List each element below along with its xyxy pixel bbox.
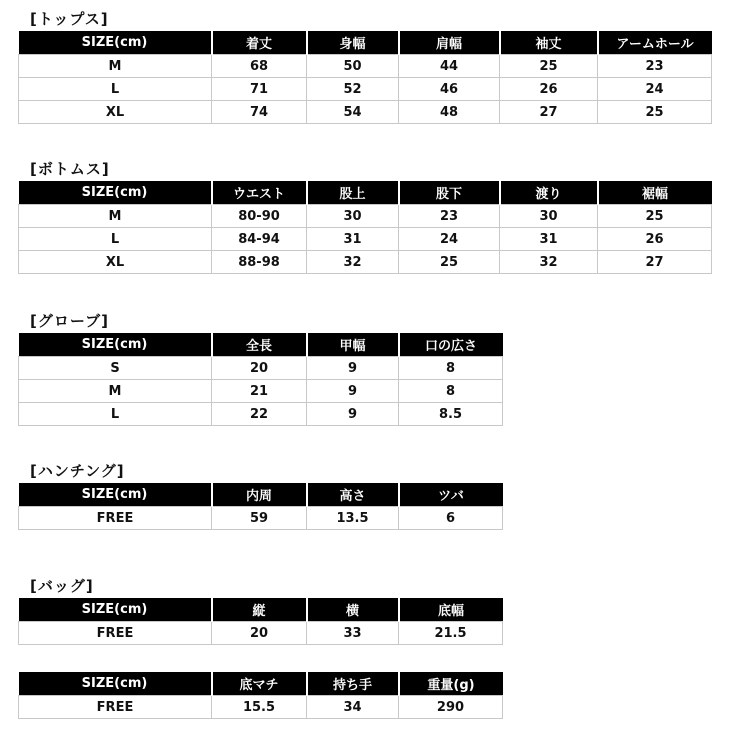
table-cell: 8.5 — [399, 403, 503, 426]
table-cell: 26 — [500, 78, 598, 101]
table-header-row — [19, 483, 503, 507]
table-cell: 30 — [307, 205, 399, 228]
column-header: SIZE(cm) — [19, 598, 212, 622]
table-cell: 24 — [399, 228, 500, 251]
table-cell: 6 — [399, 507, 503, 530]
gloves-title: [グローブ] — [30, 312, 109, 330]
table-cell: 52 — [307, 78, 399, 101]
table-cell: 71 — [212, 78, 307, 101]
bag-detail-size-table — [18, 672, 503, 719]
table-row — [19, 507, 503, 530]
table-cell: M — [19, 380, 212, 403]
column-header: 重量(g) — [399, 672, 503, 696]
column-header: 裾幅 — [598, 181, 712, 205]
table-cell: 54 — [307, 101, 399, 124]
table-header-row — [19, 598, 503, 622]
table-cell: 9 — [307, 380, 399, 403]
table-cell: 80-90 — [212, 205, 307, 228]
bag-title: [バッグ] — [30, 577, 94, 595]
table-cell: 8 — [399, 380, 503, 403]
table-cell: 31 — [500, 228, 598, 251]
table-cell: L — [19, 78, 212, 101]
table-row — [19, 380, 503, 403]
table-cell: 26 — [598, 228, 712, 251]
table-cell: 27 — [500, 101, 598, 124]
column-header: SIZE(cm) — [19, 181, 212, 205]
table-cell: 32 — [500, 251, 598, 274]
column-header: 高さ — [307, 483, 399, 507]
table-cell: 24 — [598, 78, 712, 101]
column-header: 全長 — [212, 333, 307, 357]
table-row — [19, 251, 712, 274]
table-cell: 23 — [399, 205, 500, 228]
bottoms-size-table — [18, 181, 712, 274]
table-cell: 9 — [307, 403, 399, 426]
table-cell: 25 — [500, 55, 598, 78]
table-row — [19, 357, 503, 380]
table-cell: FREE — [19, 507, 212, 530]
column-header: 底マチ — [212, 672, 307, 696]
table-cell: XL — [19, 251, 212, 274]
table-cell: 59 — [212, 507, 307, 530]
column-header: ツバ — [399, 483, 503, 507]
table-cell: 32 — [307, 251, 399, 274]
column-header: 縦 — [212, 598, 307, 622]
table-cell: 21 — [212, 380, 307, 403]
column-header: 内周 — [212, 483, 307, 507]
table-cell: 44 — [399, 55, 500, 78]
table-header-row — [19, 333, 503, 357]
column-header: 肩幅 — [399, 31, 500, 55]
column-header: ウエスト — [212, 181, 307, 205]
table-row — [19, 696, 503, 719]
table-cell: 48 — [399, 101, 500, 124]
table-cell: 31 — [307, 228, 399, 251]
table-row — [19, 403, 503, 426]
table-cell: 15.5 — [212, 696, 307, 719]
column-header: アームホール — [598, 31, 712, 55]
column-header: 横 — [307, 598, 399, 622]
table-cell: S — [19, 357, 212, 380]
column-header: 股上 — [307, 181, 399, 205]
table-cell: 25 — [399, 251, 500, 274]
column-header: SIZE(cm) — [19, 333, 212, 357]
tops-size-table — [18, 31, 712, 124]
table-cell: FREE — [19, 696, 212, 719]
column-header: 股下 — [399, 181, 500, 205]
column-header: 着丈 — [212, 31, 307, 55]
table-cell: M — [19, 55, 212, 78]
table-header-row — [19, 181, 712, 205]
table-row — [19, 78, 712, 101]
table-row — [19, 205, 712, 228]
table-cell: M — [19, 205, 212, 228]
table-row — [19, 55, 712, 78]
column-header: 甲幅 — [307, 333, 399, 357]
table-header-row — [19, 31, 712, 55]
table-cell: 8 — [399, 357, 503, 380]
table-cell: 68 — [212, 55, 307, 78]
table-cell: L — [19, 228, 212, 251]
table-cell: 27 — [598, 251, 712, 274]
table-cell: 34 — [307, 696, 399, 719]
column-header: 持ち手 — [307, 672, 399, 696]
table-cell: 13.5 — [307, 507, 399, 530]
table-row — [19, 622, 503, 645]
column-header: 身幅 — [307, 31, 399, 55]
table-row — [19, 228, 712, 251]
hunting-size-table — [18, 483, 503, 530]
table-cell: 22 — [212, 403, 307, 426]
table-cell: 30 — [500, 205, 598, 228]
column-header: SIZE(cm) — [19, 672, 212, 696]
table-cell: FREE — [19, 622, 212, 645]
column-header: 口の広さ — [399, 333, 503, 357]
table-header-row — [19, 672, 503, 696]
hunting-title: [ハンチング] — [30, 462, 125, 480]
bottoms-title: [ボトムス] — [30, 160, 110, 178]
table-cell: 46 — [399, 78, 500, 101]
table-cell: L — [19, 403, 212, 426]
table-cell: 50 — [307, 55, 399, 78]
column-header: SIZE(cm) — [19, 31, 212, 55]
column-header: SIZE(cm) — [19, 483, 212, 507]
table-cell: 20 — [212, 622, 307, 645]
table-cell: 290 — [399, 696, 503, 719]
table-cell: XL — [19, 101, 212, 124]
table-row — [19, 101, 712, 124]
table-cell: 88-98 — [212, 251, 307, 274]
column-header: 袖丈 — [500, 31, 598, 55]
bag-size-table — [18, 598, 503, 645]
table-cell: 25 — [598, 205, 712, 228]
gloves-size-table — [18, 333, 503, 426]
table-cell: 20 — [212, 357, 307, 380]
table-cell: 25 — [598, 101, 712, 124]
table-cell: 21.5 — [399, 622, 503, 645]
table-cell: 84-94 — [212, 228, 307, 251]
column-header: 渡り — [500, 181, 598, 205]
table-cell: 23 — [598, 55, 712, 78]
column-header: 底幅 — [399, 598, 503, 622]
table-cell: 74 — [212, 101, 307, 124]
table-cell: 33 — [307, 622, 399, 645]
tops-title: [トップス] — [30, 10, 109, 28]
table-cell: 9 — [307, 357, 399, 380]
